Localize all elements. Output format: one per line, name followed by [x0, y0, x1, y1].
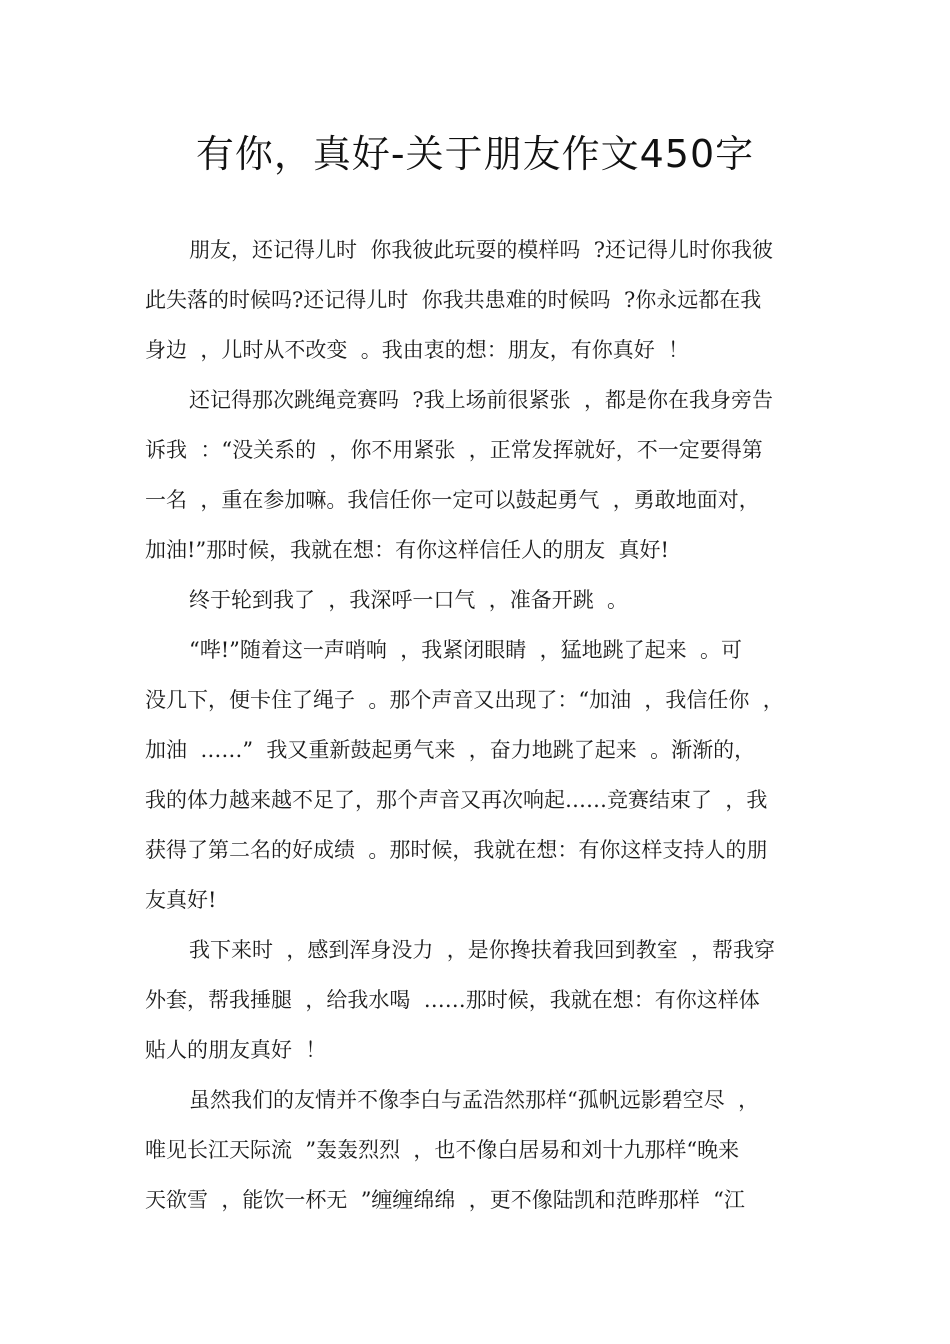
- text-line: 我的体力越来越不足了，那个声音又再次响起……竞赛结束了 ，我: [145, 788, 768, 812]
- text-line: 身边 ，儿时从不改变 。我由衷的想：朋友，有你真好 ！: [145, 338, 690, 362]
- text-line: 没几下，便卡住了绳子 。那个声音又出现了：“加油 ，我信任你 ，: [145, 688, 784, 712]
- text-line: 贴人的朋友真好 ！: [145, 1038, 327, 1062]
- text-line: 朋友，还记得儿时 你我彼此玩耍的模样吗 ?还记得儿时你我彼: [189, 238, 773, 262]
- text-line: 此失落的时候吗?还记得儿时 你我共患难的时候吗 ?你永远都在我: [145, 288, 762, 312]
- text-line: 友真好!: [145, 888, 217, 912]
- text-line: 外套，帮我捶腿 ，给我水喝 ……那时候，我就在想：有你这样体: [145, 988, 760, 1012]
- essay-body: [145, 225, 815, 1225]
- text-line: 终于轮到我了 ，我深呼一口气 ，准备开跳 。: [189, 588, 629, 612]
- text-line: 加油!”那时候，我就在想：有你这样信任人的朋友 真好!: [145, 538, 669, 562]
- text-line: 虽然我们的友情并不像李白与孟浩然那样“孤帆远影碧空尽 ，: [189, 1088, 760, 1112]
- text-line: 获得了第二名的好成绩 。那时候，我就在想：有你这样支持人的朋: [145, 838, 768, 862]
- text-line: 诉我 ：“没关系的 ，你不用紧张 ，正常发挥就好，不一定要得第: [145, 438, 763, 462]
- document-title: 有你，真好-关于朋友作文450字: [195, 132, 755, 176]
- text-line: “哔!”随着这一声哨响 ，我紧闭眼睛 ，猛地跳了起来 。可: [189, 638, 742, 662]
- text-line: 天欲雪 ，能饮一杯无 ”缠缠绵绵 ，更不像陆凯和范晔那样 “江: [145, 1188, 745, 1212]
- text-line: 一名 ，重在参加嘛。我信任你一定可以鼓起勇气 ，勇敢地面对，: [145, 488, 760, 512]
- text-line: 还记得那次跳绳竞赛吗 ?我上场前很紧张 ，都是你在我身旁告: [189, 388, 773, 412]
- text-line: 加油 ……” 我又重新鼓起勇气来 ，奋力地跳了起来 。渐渐的，: [145, 738, 756, 762]
- text-line: 我下来时 ，感到浑身没力 ，是你搀扶着我回到教室 ，帮我穿: [189, 938, 776, 962]
- text-line: 唯见长江天际流 ”轰轰烈烈 ，也不像白居易和刘十九那样“晚来: [145, 1138, 740, 1162]
